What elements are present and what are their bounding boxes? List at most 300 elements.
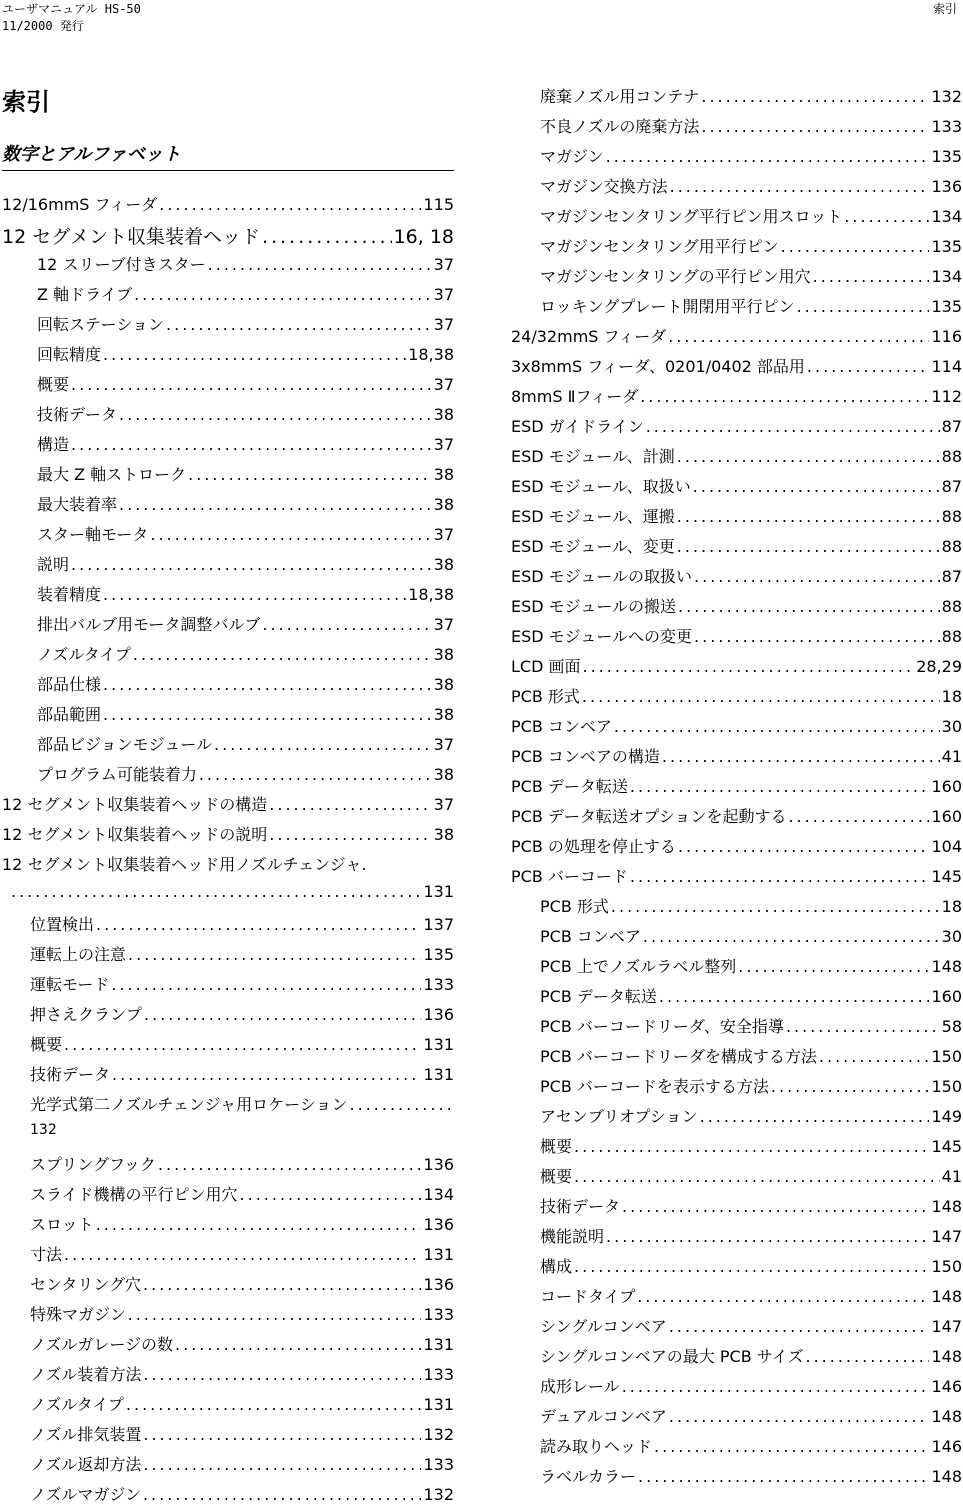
leader-dots xyxy=(669,1407,930,1426)
page-reference: 87 xyxy=(941,567,962,586)
index-entry xyxy=(2,1212,454,1242)
index-term: 部品仕様 xyxy=(37,675,102,694)
index-entry xyxy=(2,1242,454,1272)
index-term: マガジン xyxy=(540,147,604,166)
leader-dots xyxy=(134,285,432,304)
index-term: ノズルガレージの数 xyxy=(30,1335,174,1354)
index-entry xyxy=(511,594,962,624)
leader-dots xyxy=(788,807,929,826)
page-reference: 87 xyxy=(941,477,962,496)
leader-dots xyxy=(128,1305,422,1324)
index-term: 成形レール xyxy=(540,1377,620,1396)
index-entry xyxy=(2,1092,454,1122)
leader-dots xyxy=(678,837,930,856)
leader-dots xyxy=(103,585,406,604)
index-term: LCD 画面 xyxy=(511,657,581,676)
index-entry xyxy=(2,1452,454,1482)
index-term: PCB バーコードリーダを構成する方法 xyxy=(540,1047,817,1066)
index-term: ESD モジュール、変更 xyxy=(511,537,675,556)
leader-dots xyxy=(640,387,929,406)
page-reference: 135 xyxy=(931,297,962,316)
page-reference: 16, 18 xyxy=(393,226,454,248)
index-entry xyxy=(2,852,454,882)
page-reference: 38 xyxy=(433,495,454,514)
index-term: 12 スリーブ付きスター xyxy=(37,255,206,274)
leader-dots xyxy=(96,1215,422,1234)
index-term: 押さえクランプ xyxy=(30,1005,143,1024)
leader-dots xyxy=(159,195,421,214)
leader-dots xyxy=(208,255,432,274)
page-reference: 38 xyxy=(433,465,454,484)
index-term: 概要 xyxy=(540,1137,573,1156)
index-term: 構成 xyxy=(540,1257,573,1276)
leader-dots xyxy=(614,717,940,736)
page-reference: 145 xyxy=(931,1137,962,1156)
index-entry xyxy=(511,174,962,204)
leader-dots xyxy=(677,537,940,556)
index-term: スプリングフック xyxy=(30,1155,156,1174)
index-entry xyxy=(511,444,962,474)
leader-dots xyxy=(646,417,940,436)
leader-dots xyxy=(659,987,930,1006)
index-entry xyxy=(511,744,962,774)
page-reference: 18,38 xyxy=(408,345,454,364)
leader-dots xyxy=(630,867,930,886)
section-heading: 数字とアルファベット xyxy=(2,140,454,171)
page-reference: 131 xyxy=(423,1065,454,1084)
index-term: 特殊マガジン xyxy=(30,1305,126,1324)
leader-dots xyxy=(143,1455,421,1474)
index-entry xyxy=(2,1152,454,1182)
index-term: PCB 上でノズルラベル整列 xyxy=(540,957,737,976)
leader-dots xyxy=(806,1347,930,1366)
index-term: マガジンセンタリング平行ピン用スロット xyxy=(540,207,843,226)
index-entry xyxy=(511,384,962,414)
leader-dots xyxy=(622,1197,929,1216)
index-entry xyxy=(2,462,454,492)
index-entry xyxy=(511,354,962,384)
page-reference: 149 xyxy=(931,1107,962,1126)
leader-dots xyxy=(669,1317,930,1336)
index-term: マガジン交換方法 xyxy=(540,177,668,196)
index-term: 概要 xyxy=(37,375,70,394)
index-term: ノズルマガジン xyxy=(30,1485,141,1504)
leader-dots xyxy=(611,897,940,916)
page-reference: 37 xyxy=(433,795,454,814)
page-reference: 136 xyxy=(423,1155,454,1174)
page-reference: 160 xyxy=(931,777,962,796)
page-reference: 37 xyxy=(433,735,454,754)
index-entry xyxy=(2,552,454,582)
index-entry xyxy=(511,414,962,444)
index-term: 技術データ xyxy=(540,1197,621,1216)
index-term: プログラム可能装着力 xyxy=(37,765,197,784)
index-term: シングルコンベア xyxy=(540,1317,667,1336)
leader-dots xyxy=(64,1035,421,1054)
index-term: Z 軸ドライブ xyxy=(37,285,133,304)
index-term: PCB バーコード xyxy=(511,867,628,886)
page-reference: 148 xyxy=(931,1287,962,1306)
page-reference: 133 xyxy=(931,117,962,136)
leader-dots xyxy=(71,435,432,454)
index-term: 24/32mmS フィーダ xyxy=(511,327,667,346)
index-term: スライド機構の平行ピン用穴 xyxy=(30,1185,238,1204)
page-reference: 38 xyxy=(433,825,454,844)
page-reference: 135 xyxy=(931,237,962,256)
leader-dots xyxy=(738,957,929,976)
leader-dots xyxy=(350,1095,452,1114)
index-entry xyxy=(511,1404,962,1434)
leader-dots xyxy=(819,1047,930,1066)
index-entry xyxy=(2,1002,454,1032)
page-reference: 37 xyxy=(433,525,454,544)
index-entry xyxy=(2,672,454,702)
leader-dots xyxy=(630,777,930,796)
leader-dots xyxy=(143,1365,421,1384)
page-reference: 18,38 xyxy=(408,585,454,604)
index-entry xyxy=(511,1224,962,1254)
index-entry xyxy=(2,1122,454,1152)
page-reference: 41 xyxy=(941,1167,962,1186)
index-term: ノズル返却方法 xyxy=(30,1455,142,1474)
index-entry xyxy=(511,1344,962,1374)
page-reference: 37 xyxy=(433,435,454,454)
index-entry xyxy=(2,492,454,522)
page-reference: 160 xyxy=(931,987,962,1006)
page-reference: 88 xyxy=(941,597,962,616)
leader-dots xyxy=(71,555,432,574)
index-term: アセンブリオプション xyxy=(540,1107,698,1126)
leader-dots xyxy=(112,1065,421,1084)
page-reference: 38 xyxy=(433,555,454,574)
page-reference: 136 xyxy=(423,1005,454,1024)
index-entry xyxy=(511,504,962,534)
leader-dots xyxy=(807,357,930,376)
index-entry xyxy=(511,1044,962,1074)
index-term: 不良ノズルの廃棄方法 xyxy=(540,117,700,136)
leader-dots xyxy=(844,207,929,226)
page-reference: 148 xyxy=(931,1197,962,1216)
index-term: ノズルタイプ xyxy=(30,1395,124,1414)
index-term: 位置検出 xyxy=(30,915,95,934)
index-term: PCB 形式 xyxy=(540,897,609,916)
index-term: ESD ガイドライン xyxy=(511,417,644,436)
leader-dots xyxy=(771,1077,930,1096)
page-reference: 132 xyxy=(423,1425,454,1444)
page-reference: 134 xyxy=(423,1185,454,1204)
leader-dots xyxy=(199,765,432,784)
index-entry xyxy=(2,522,454,552)
index-term: PCB バーコードリーダ、安全指導 xyxy=(540,1017,784,1036)
page-reference: 136 xyxy=(423,1215,454,1234)
index-term: 8mmS Ⅱフィーダ xyxy=(511,387,639,406)
page-reference: 133 xyxy=(423,975,454,994)
index-term: PCB コンベア xyxy=(511,717,612,736)
index-term: コードタイプ xyxy=(540,1287,636,1306)
leader-dots xyxy=(574,1137,929,1156)
index-term: マガジンセンタリング用平行ピン xyxy=(540,237,779,256)
index-term: PCB の処理を停止する xyxy=(511,837,676,856)
leader-dots xyxy=(262,615,431,634)
leader-dots xyxy=(638,1467,929,1486)
leader-dots xyxy=(188,465,432,484)
index-entry xyxy=(511,1314,962,1344)
leader-dots xyxy=(96,915,421,934)
page-reference: 148 xyxy=(931,1347,962,1366)
index-term: 読み取りヘッド xyxy=(540,1437,653,1456)
index-term: 132 xyxy=(30,1122,57,1138)
index-entry xyxy=(2,1302,454,1332)
page-reference: 150 xyxy=(931,1257,962,1276)
page-reference: 58 xyxy=(941,1017,962,1036)
leader-dots xyxy=(150,525,431,544)
index-entry xyxy=(2,1422,454,1452)
index-term: マガジンセンタリングの平行ピン用穴 xyxy=(540,267,811,286)
page-reference: 160 xyxy=(931,807,962,826)
index-entry xyxy=(511,534,962,564)
index-term: 12 セグメント収集装着ヘッド用ノズルチェンジャ. xyxy=(2,855,367,874)
index-entry xyxy=(511,714,962,744)
index-entry xyxy=(2,942,454,972)
index-entry xyxy=(2,1392,454,1422)
leader-dots xyxy=(71,375,432,394)
leader-dots xyxy=(701,117,929,136)
index-entry xyxy=(2,912,454,942)
index-entry xyxy=(511,114,962,144)
leader-dots xyxy=(240,1185,422,1204)
leader-dots xyxy=(677,507,940,526)
index-term: ラベルカラー xyxy=(540,1467,637,1486)
leader-dots xyxy=(133,645,432,664)
leader-dots xyxy=(269,825,431,844)
index-entry xyxy=(511,84,962,114)
index-term: ESD モジュール、運搬 xyxy=(511,507,675,526)
index-term: ノズル装着方法 xyxy=(30,1365,142,1384)
leader-dots xyxy=(111,975,421,994)
index-term: スロット xyxy=(30,1215,94,1234)
page-reference: 37 xyxy=(433,285,454,304)
page-reference: 146 xyxy=(931,1437,962,1456)
page-reference: 133 xyxy=(423,1365,454,1384)
leader-dots xyxy=(269,795,431,814)
index-term: 回転ステーション xyxy=(37,315,165,334)
page-reference: 136 xyxy=(423,1275,454,1294)
index-term: 概要 xyxy=(30,1035,63,1054)
leader-dots xyxy=(693,477,940,496)
index-entry xyxy=(511,834,962,864)
index-term: センタリング穴 xyxy=(30,1275,142,1294)
index-entry xyxy=(2,762,454,792)
page-reference: 41 xyxy=(941,747,962,766)
index-term: ノズルタイプ xyxy=(37,645,131,664)
page-header-left xyxy=(2,1,141,35)
page-reference: 88 xyxy=(941,537,962,556)
index-term: 回転精度 xyxy=(37,345,102,364)
page-reference: 88 xyxy=(941,507,962,526)
page-reference: 87 xyxy=(941,417,962,436)
index-entry xyxy=(511,264,962,294)
page-reference: 131 xyxy=(423,1035,454,1054)
index-term: PCB バーコードを表示する方法 xyxy=(540,1077,769,1096)
index-term: 技術データ xyxy=(30,1065,111,1084)
index-term: PCB データ転送オプションを起動する xyxy=(511,807,787,826)
page-reference: 18 xyxy=(941,687,962,706)
index-term: 12/16mmS フィーダ xyxy=(2,195,158,214)
index-entry xyxy=(2,732,454,762)
leader-dots xyxy=(797,297,930,316)
manual-title: ユーザマニュアル HS-50 xyxy=(2,2,141,16)
leader-dots xyxy=(668,327,929,346)
page-reference: 104 xyxy=(931,837,962,856)
index-entry xyxy=(511,894,962,924)
page-reference: 131 xyxy=(423,1395,454,1414)
index-term: ロッキングプレート開閉用平行ピン xyxy=(540,297,795,316)
leader-dots xyxy=(622,1377,930,1396)
leader-dots xyxy=(119,405,432,424)
page-reference: 131 xyxy=(423,1335,454,1354)
index-term: スター軸モータ xyxy=(37,525,149,544)
leader-dots xyxy=(700,1107,930,1126)
page-reference: 137 xyxy=(423,915,454,934)
leader-dots xyxy=(143,1485,421,1504)
index-term: 構造 xyxy=(37,435,70,454)
index-term: PCB データ転送 xyxy=(540,987,657,1006)
index-term: 運転上の注意 xyxy=(30,945,127,964)
issue-date: 11/2000 発行 xyxy=(2,19,84,33)
page-reference: 148 xyxy=(931,1407,962,1426)
page-reference: 147 xyxy=(931,1317,962,1336)
leader-dots xyxy=(166,315,432,334)
leader-dots xyxy=(64,1245,421,1264)
index-term: 部品範囲 xyxy=(37,705,102,724)
page-reference: 37 xyxy=(433,315,454,334)
page-header-right: 索引 xyxy=(932,2,957,16)
index-term: ESD モジュールの搬送 xyxy=(511,597,677,616)
index-entry xyxy=(511,144,962,174)
index-entry xyxy=(511,1254,962,1284)
index-entry xyxy=(511,864,962,894)
index-entry xyxy=(2,282,454,312)
index-entry xyxy=(511,954,962,984)
index-entry xyxy=(511,1134,962,1164)
page-reference: 116 xyxy=(931,327,962,346)
page-reference: 114 xyxy=(931,357,962,376)
index-entry xyxy=(511,1014,962,1044)
leader-dots xyxy=(583,657,915,676)
index-term: PCB 形式 xyxy=(511,687,580,706)
page-reference: 133 xyxy=(423,1305,454,1324)
index-term: PCB コンベアの構造 xyxy=(511,747,660,766)
index-entry xyxy=(511,984,962,1014)
leader-dots xyxy=(606,1227,929,1246)
leader-dots xyxy=(128,945,421,964)
page-reference: 148 xyxy=(931,1467,962,1486)
leader-dots xyxy=(126,1395,422,1414)
page-reference: 132 xyxy=(931,87,962,106)
leader-dots xyxy=(143,1275,421,1294)
index-entry xyxy=(511,474,962,504)
page-reference: 30 xyxy=(941,717,962,736)
page-reference: 132 xyxy=(423,1485,454,1504)
index-entry xyxy=(2,222,454,252)
page-reference: 88 xyxy=(941,447,962,466)
page-reference: 135 xyxy=(423,945,454,964)
index-entry xyxy=(2,1272,454,1302)
index-term: 技術データ xyxy=(37,405,118,424)
index-entry xyxy=(511,1434,962,1464)
leader-dots xyxy=(143,1425,421,1444)
leader-dots xyxy=(158,1155,422,1174)
index-term: 概要 xyxy=(540,1167,573,1186)
leader-dots xyxy=(119,495,432,514)
index-term: 最大装着率 xyxy=(37,495,118,514)
page-reference: 38 xyxy=(433,405,454,424)
page-reference: 131 xyxy=(423,1245,454,1264)
index-entry xyxy=(511,1374,962,1404)
index-entry xyxy=(511,204,962,234)
index-term: 3x8mmS フィーダ、0201/0402 部品用 xyxy=(511,357,805,376)
index-column-left xyxy=(2,192,454,1512)
page-reference: 136 xyxy=(931,177,962,196)
index-term: ノズル排気装置 xyxy=(30,1425,142,1444)
index-term: 機能説明 xyxy=(540,1227,605,1246)
page-reference: 147 xyxy=(931,1227,962,1246)
page-reference: 112 xyxy=(931,387,962,406)
leader-dots xyxy=(677,447,940,466)
page-reference: 37 xyxy=(433,615,454,634)
page-reference: 115 xyxy=(423,195,454,214)
index-term: 寸法 xyxy=(30,1245,63,1264)
index-entry xyxy=(2,1362,454,1392)
leader-dots xyxy=(103,675,432,694)
leader-dots xyxy=(103,345,406,364)
page-reference: 145 xyxy=(931,867,962,886)
page-title: 索引 xyxy=(2,88,50,116)
leader-dots xyxy=(11,882,421,901)
page-reference: 131 xyxy=(423,882,454,901)
index-entry xyxy=(2,252,454,282)
index-entry xyxy=(2,1182,454,1212)
leader-dots xyxy=(175,1335,421,1354)
leader-dots xyxy=(582,687,940,706)
index-entry xyxy=(511,234,962,264)
index-entry xyxy=(511,1104,962,1134)
leader-dots xyxy=(637,1287,929,1306)
index-entry xyxy=(511,924,962,954)
index-entry xyxy=(511,1464,962,1494)
index-entry xyxy=(2,822,454,852)
index-term: 装着精度 xyxy=(37,585,102,604)
index-entry xyxy=(2,192,454,222)
page-reference: 146 xyxy=(931,1377,962,1396)
index-column-right xyxy=(511,84,962,1494)
index-entry xyxy=(2,582,454,612)
leader-dots xyxy=(781,237,930,256)
page-reference: 18 xyxy=(941,897,962,916)
page-reference: 37 xyxy=(433,255,454,274)
page-reference: 88 xyxy=(941,627,962,646)
index-entry xyxy=(2,642,454,672)
leader-dots xyxy=(606,147,930,166)
leader-dots xyxy=(813,267,930,286)
index-entry xyxy=(511,654,962,684)
index-term: デュアルコンベア xyxy=(540,1407,667,1426)
index-entry xyxy=(511,1074,962,1104)
leader-dots xyxy=(694,567,940,586)
page-reference: 28,29 xyxy=(916,657,962,676)
index-entry xyxy=(2,1032,454,1062)
leader-dots xyxy=(670,177,930,196)
